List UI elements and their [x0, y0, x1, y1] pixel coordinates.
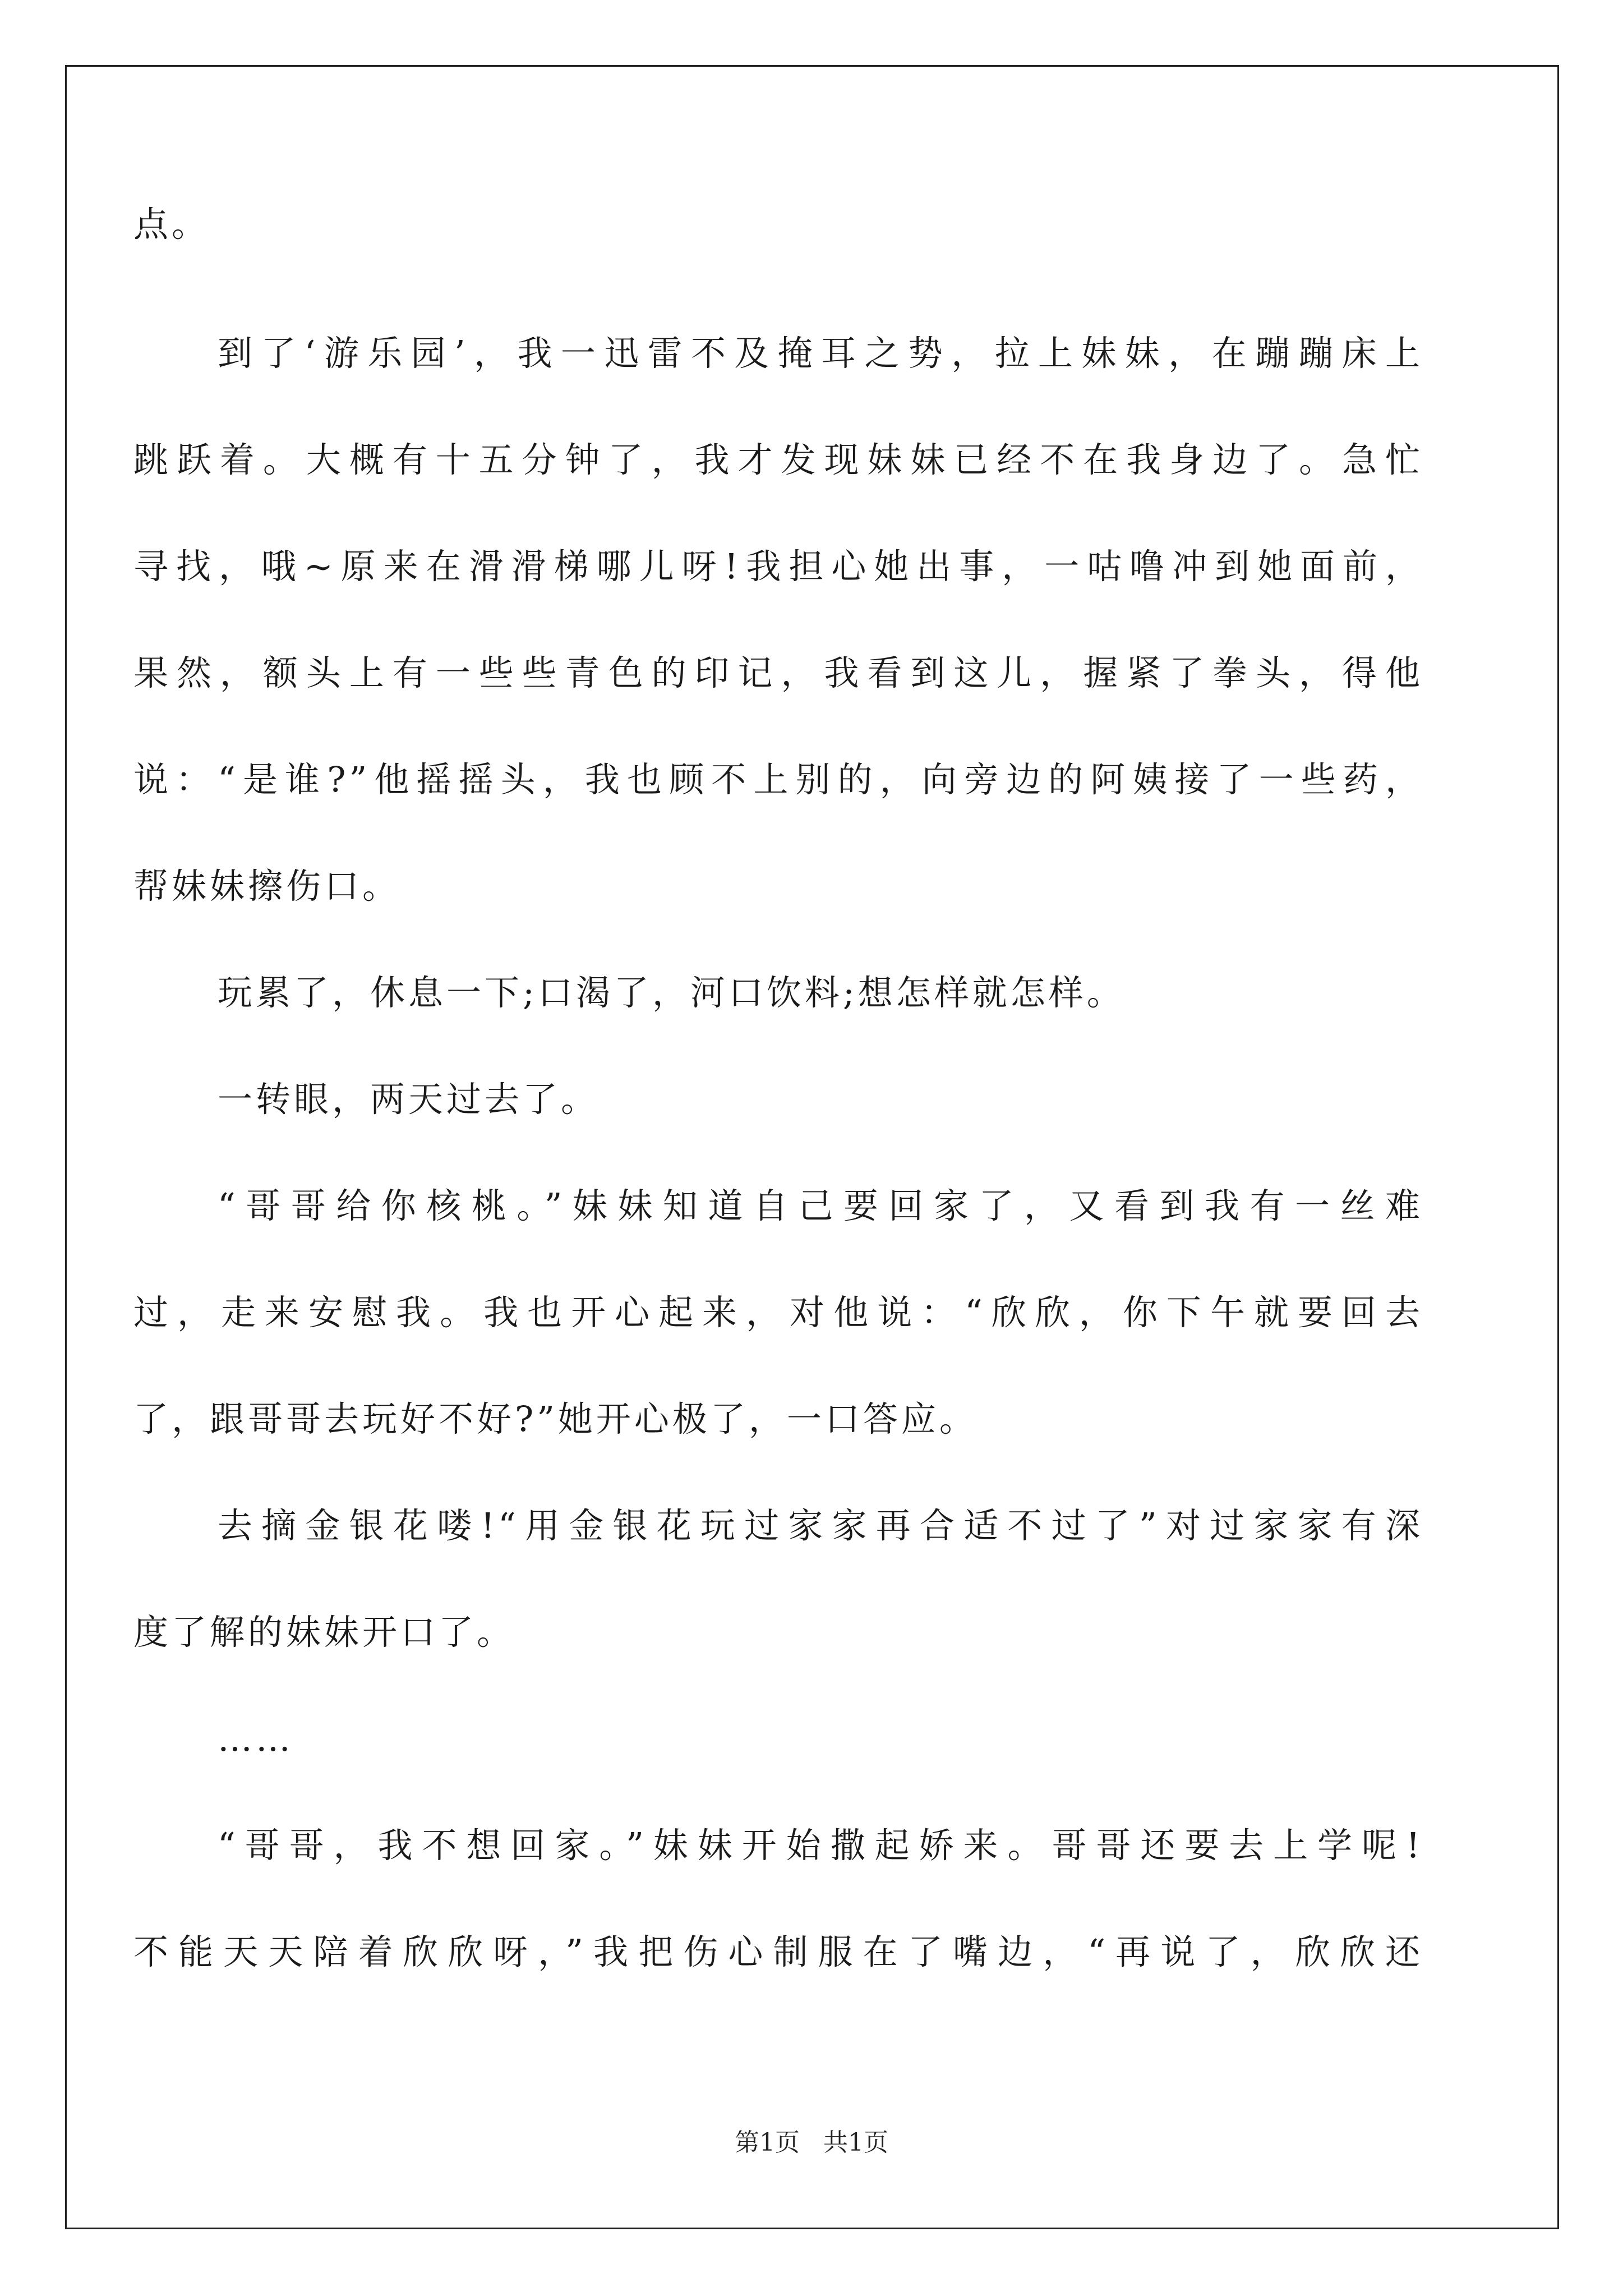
text-line-9: 一转眼，两天过去了。 — [218, 1079, 600, 1120]
text-line-8: 玩累了，休息一下;口渴了，河口饮料;想怎样就怎样。 — [218, 972, 1125, 1013]
text-line-6: 说：“是谁?”他摇摇头，我也顾不上别的，向旁边的阿姨接了一些药， — [133, 759, 1423, 800]
text-line-12: 了，跟哥哥去玩好不好?”她开心极了，一口答应。 — [133, 1398, 978, 1439]
text-line-2: 到了‘游乐园’，我一迅雷不及掩耳之势，拉上妹妹，在蹦蹦床上 — [218, 333, 1423, 374]
text-line-7: 帮妹妹擦伤口。 — [133, 866, 401, 907]
text-line-13: 去摘金银花喽!“用金银花玩过家家再合适不过了”对过家家有深 — [218, 1505, 1423, 1546]
text-line-4: 寻找，哦~原来在滑滑梯哪儿呀!我担心她出事，一咕噜冲到她面前， — [133, 546, 1423, 587]
text-line-5: 果然，额头上有一些些青色的印记，我看到这儿，握紧了拳头，得他 — [133, 652, 1423, 693]
text-line-10: “哥哥给你核桃。”妹妹知道自己要回家了，又看到我有一丝难 — [218, 1185, 1423, 1226]
text-line-1: 点。 — [133, 204, 210, 245]
text-line-11: 过，走来安慰我。我也开心起来，对他说：“欣欣，你下午就要回去 — [133, 1292, 1423, 1333]
page-border — [65, 65, 1559, 2229]
text-line-17: 不能天天陪着欣欣呀，”我把伤心制服在了嘴边，“再说了，欣欣还 — [133, 1931, 1423, 1972]
text-line-16: “哥哥，我不想回家。”妹妹开始撒起娇来。哥哥还要去上学呢! — [218, 1825, 1423, 1866]
text-line-14: 度了解的妹妹开口了。 — [133, 1612, 515, 1653]
text-line-3: 跳跃着。大概有十五分钟了，我才发现妹妹已经不在我身边了。急忙 — [133, 439, 1423, 480]
page-footer: 第1页 共1页 — [735, 2128, 888, 2157]
ellipsis-line: …… — [218, 1718, 294, 1759]
